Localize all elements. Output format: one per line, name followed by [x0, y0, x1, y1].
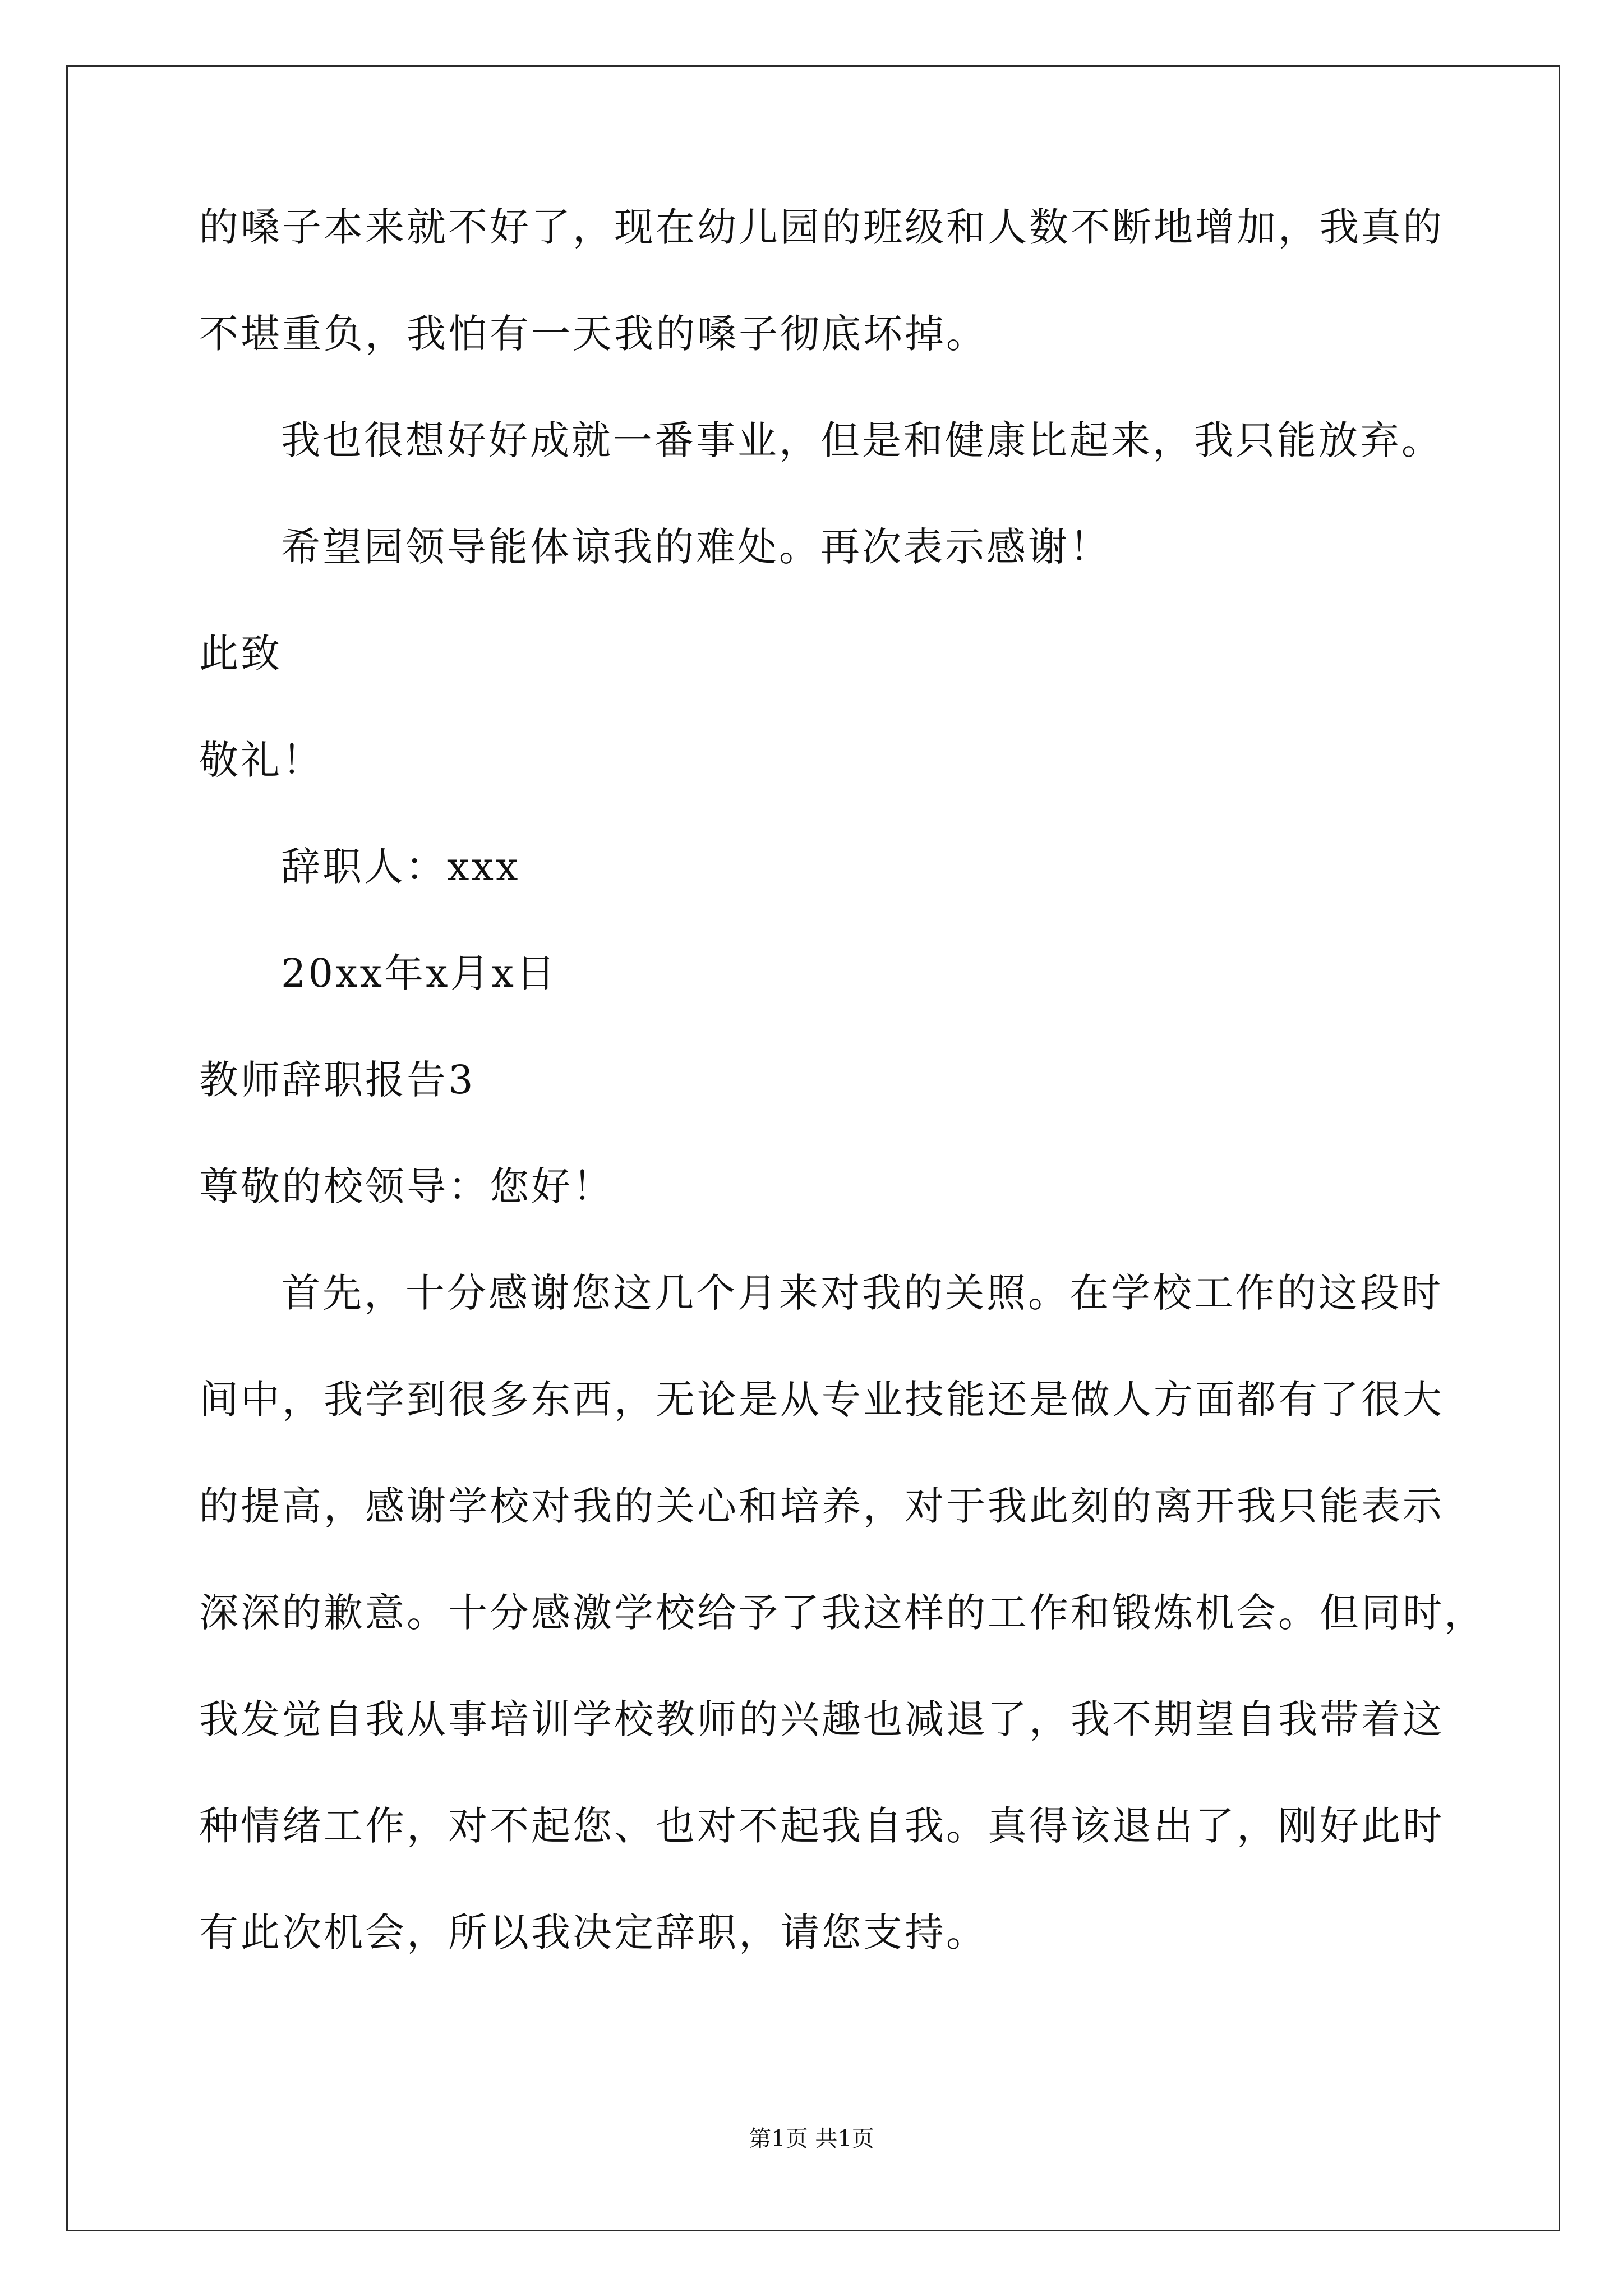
text-line: 间中，我学到很多东西，无论是从专业技能还是做人方面都有了很大	[199, 1377, 1444, 1423]
page-border	[66, 65, 1560, 2231]
text-line: 的提高，感谢学校对我的关心和培养，对于我此刻的离开我只能表示	[199, 1483, 1444, 1529]
text-line: 深深的歉意。十分感激学校给予了我这样的工作和锻炼机会。但同时，	[199, 1590, 1486, 1636]
text-line: 我也很想好好成就一番事业，但是和健康比起来，我只能放弃。	[281, 417, 1443, 463]
text-line: 的嗓子本来就不好了，现在幼儿园的班级和人数不断地增加，我真的	[199, 204, 1444, 250]
signature-date: 20xx年x月x日	[281, 950, 557, 996]
text-line: 我发觉自我从事培训学校教师的兴趣也减退了，我不期望自我带着这	[199, 1696, 1444, 1742]
text-line: 首先，十分感谢您这几个月来对我的关照。在学校工作的这段时	[281, 1270, 1443, 1316]
closing-regards: 敬礼！	[199, 737, 324, 783]
section-title: 教师辞职报告3	[199, 1057, 476, 1103]
greeting: 尊敬的校领导：您好！	[199, 1163, 614, 1209]
signature-name: 辞职人：xxx	[281, 844, 520, 890]
text-line: 不堪重负，我怕有一天我的嗓子彻底坏掉。	[199, 311, 988, 357]
page-number: 第1页 共1页	[749, 2126, 874, 2152]
closing-salutation: 此致	[199, 631, 282, 677]
text-line: 有此次机会，所以我决定辞职，请您支持。	[199, 1910, 988, 1955]
text-line: 希望园领导能体谅我的难处。再次表示感谢！	[281, 524, 1111, 570]
text-line: 种情绪工作，对不起您、也对不起我自我。真得该退出了，刚好此时	[199, 1803, 1444, 1849]
